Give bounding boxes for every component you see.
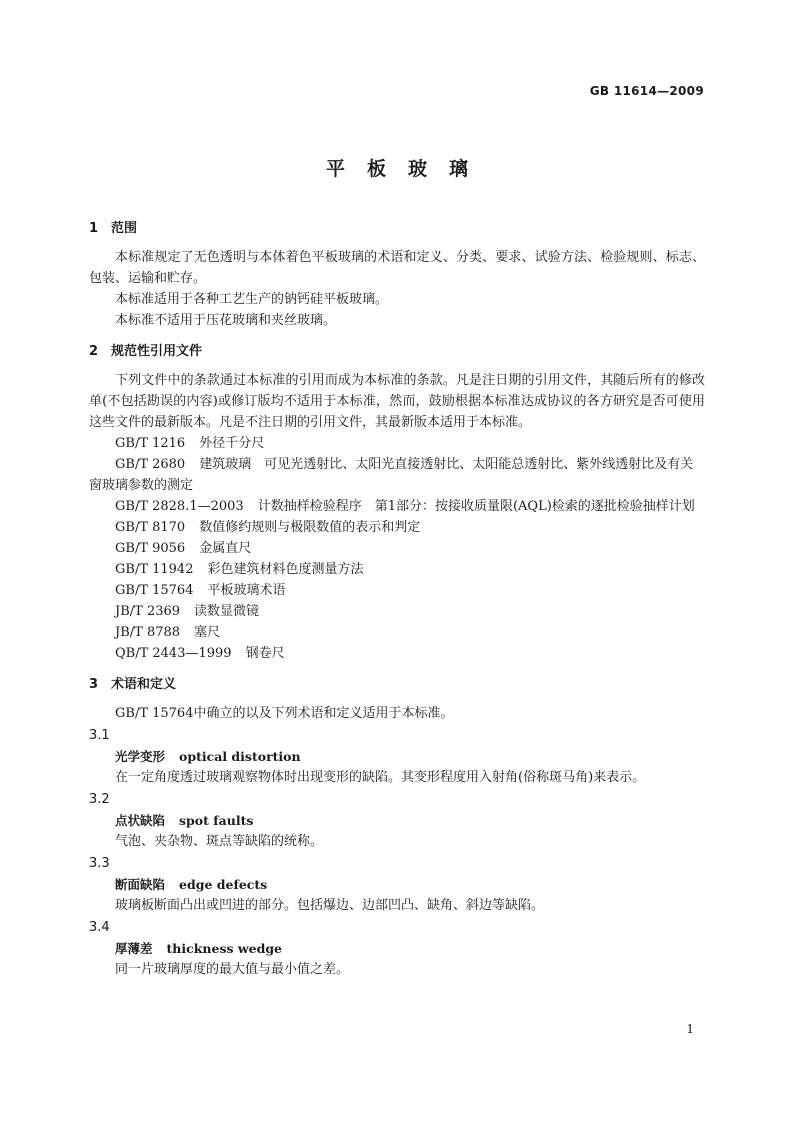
reference-title: 平板玻璃术语: [207, 583, 286, 598]
reference-title: 建筑玻璃 可见光透射比、太阳光直接透射比、太阳能总透射比、紫外线透射比及有关窗玻璃参数的测定: [89, 457, 694, 493]
paragraph: 下列文件中的条款通过本标准的引用而成为本标准的条款。凡是注日期的引用文件，其随后所有的修改单(不包括勘误的内容)或修订版均不适用于本标准，然而，鼓励根据本标准达成协议的各方研究是否可使用这些文件的最新版本。凡是不注日期的引用文件，其最新版本适用于本标准。: [89, 373, 705, 430]
reference-item: [89, 622, 705, 643]
term-name: [89, 938, 705, 959]
reference-title: 计数抽样检验程序 第1部分：按接收质量限(AQL)检索的逐批检验抽样计划: [257, 499, 695, 514]
term-name: [89, 810, 705, 831]
reference-item: [89, 433, 705, 454]
reference-item: [89, 538, 705, 559]
section-number: 2: [89, 344, 99, 359]
reference-code: GB/T 2680: [115, 457, 186, 472]
term-definition: 玻璃板断面凸出或凹进的部分。包括爆边、边部凹凸、缺角、斜边等缺陷。: [115, 898, 545, 913]
reference-item: [89, 496, 705, 517]
reference-title: 彩色建筑材料色度测量方法: [207, 562, 364, 577]
term-name-zh: 点状缺陷: [115, 813, 166, 828]
reference-code: QB/T 2443—1999: [115, 646, 232, 661]
reference-code: GB/T 1216: [115, 436, 186, 451]
reference-code: GB/T 2828.1—2003: [115, 499, 244, 514]
term-name-en: spot faults: [179, 813, 254, 828]
section-title: 规范性引用文件: [111, 344, 203, 359]
section-title: 范围: [111, 221, 138, 236]
section-1-heading: [89, 218, 705, 239]
reference-code: GB/T 11942: [115, 562, 194, 577]
reference-title: 钢卷尺: [245, 646, 285, 661]
reference-item: [89, 517, 705, 538]
term-name: [89, 874, 705, 895]
document-body: [89, 218, 705, 980]
reference-item: [89, 643, 705, 664]
reference-title: 读数显微镜: [194, 604, 260, 619]
paragraph: 本标准适用于各种工艺生产的钠钙硅平板玻璃。: [115, 292, 389, 307]
term-definition: 同一片玻璃厚度的最大值与最小值之差。: [115, 962, 350, 977]
term-number: 3.2: [89, 792, 110, 807]
reference-item: [89, 454, 705, 496]
reference-code: GB/T 9056: [115, 541, 186, 556]
reference-item: [89, 601, 705, 622]
document-title: 平板玻璃: [325, 158, 490, 180]
term-number: 3.3: [89, 856, 110, 871]
section-2-heading: [89, 341, 705, 362]
reference-title: 外径千分尺: [199, 436, 265, 451]
term-definition: 在一定角度透过玻璃观察物体时出现变形的缺陷。其变形程度用入射角(俗称斑马角)来表示。: [115, 770, 646, 785]
paragraph: 本标准不适用于压花玻璃和夹丝玻璃。: [115, 313, 337, 328]
paragraph: 本标准规定了无色透明与本体着色平板玻璃的术语和定义、分类、要求、试验方法、检验规则、标志、包装、运输和贮存。: [89, 250, 705, 286]
reference-item: [89, 580, 705, 601]
term-name-en: optical distortion: [179, 749, 301, 764]
term-definition: 气泡、夹杂物、斑点等缺陷的统称。: [115, 834, 324, 849]
page-number: 1: [686, 1022, 694, 1036]
reference-item: [89, 559, 705, 580]
reference-code: JB/T 8788: [115, 625, 181, 640]
term-name-zh: 厚薄差: [115, 941, 153, 956]
section-number: 3: [89, 677, 99, 692]
section-title: 术语和定义: [111, 677, 177, 692]
term-name: [89, 746, 705, 767]
reference-title: 塞尺: [194, 625, 221, 640]
reference-code: GB/T 8170: [115, 520, 186, 535]
reference-title: 数值修约规则与极限数值的表示和判定: [199, 520, 421, 535]
reference-code: JB/T 2369: [115, 604, 181, 619]
paragraph: GB/T 15764中确立的以及下列术语和定义适用于本标准。: [115, 706, 454, 721]
term-name-en: edge defects: [179, 877, 268, 892]
term-number: 3.4: [89, 920, 110, 935]
term-number: 3.1: [89, 728, 110, 743]
term-name-zh: 断面缺陷: [115, 877, 166, 892]
term-name-en: thickness wedge: [166, 941, 283, 956]
standard-code: GB 11614—2009: [589, 84, 704, 98]
section-3-heading: [89, 674, 705, 695]
term-name-zh: 光学变形: [115, 749, 166, 764]
reference-code: GB/T 15764: [115, 583, 194, 598]
reference-title: 金属直尺: [199, 541, 252, 556]
section-number: 1: [89, 221, 99, 236]
